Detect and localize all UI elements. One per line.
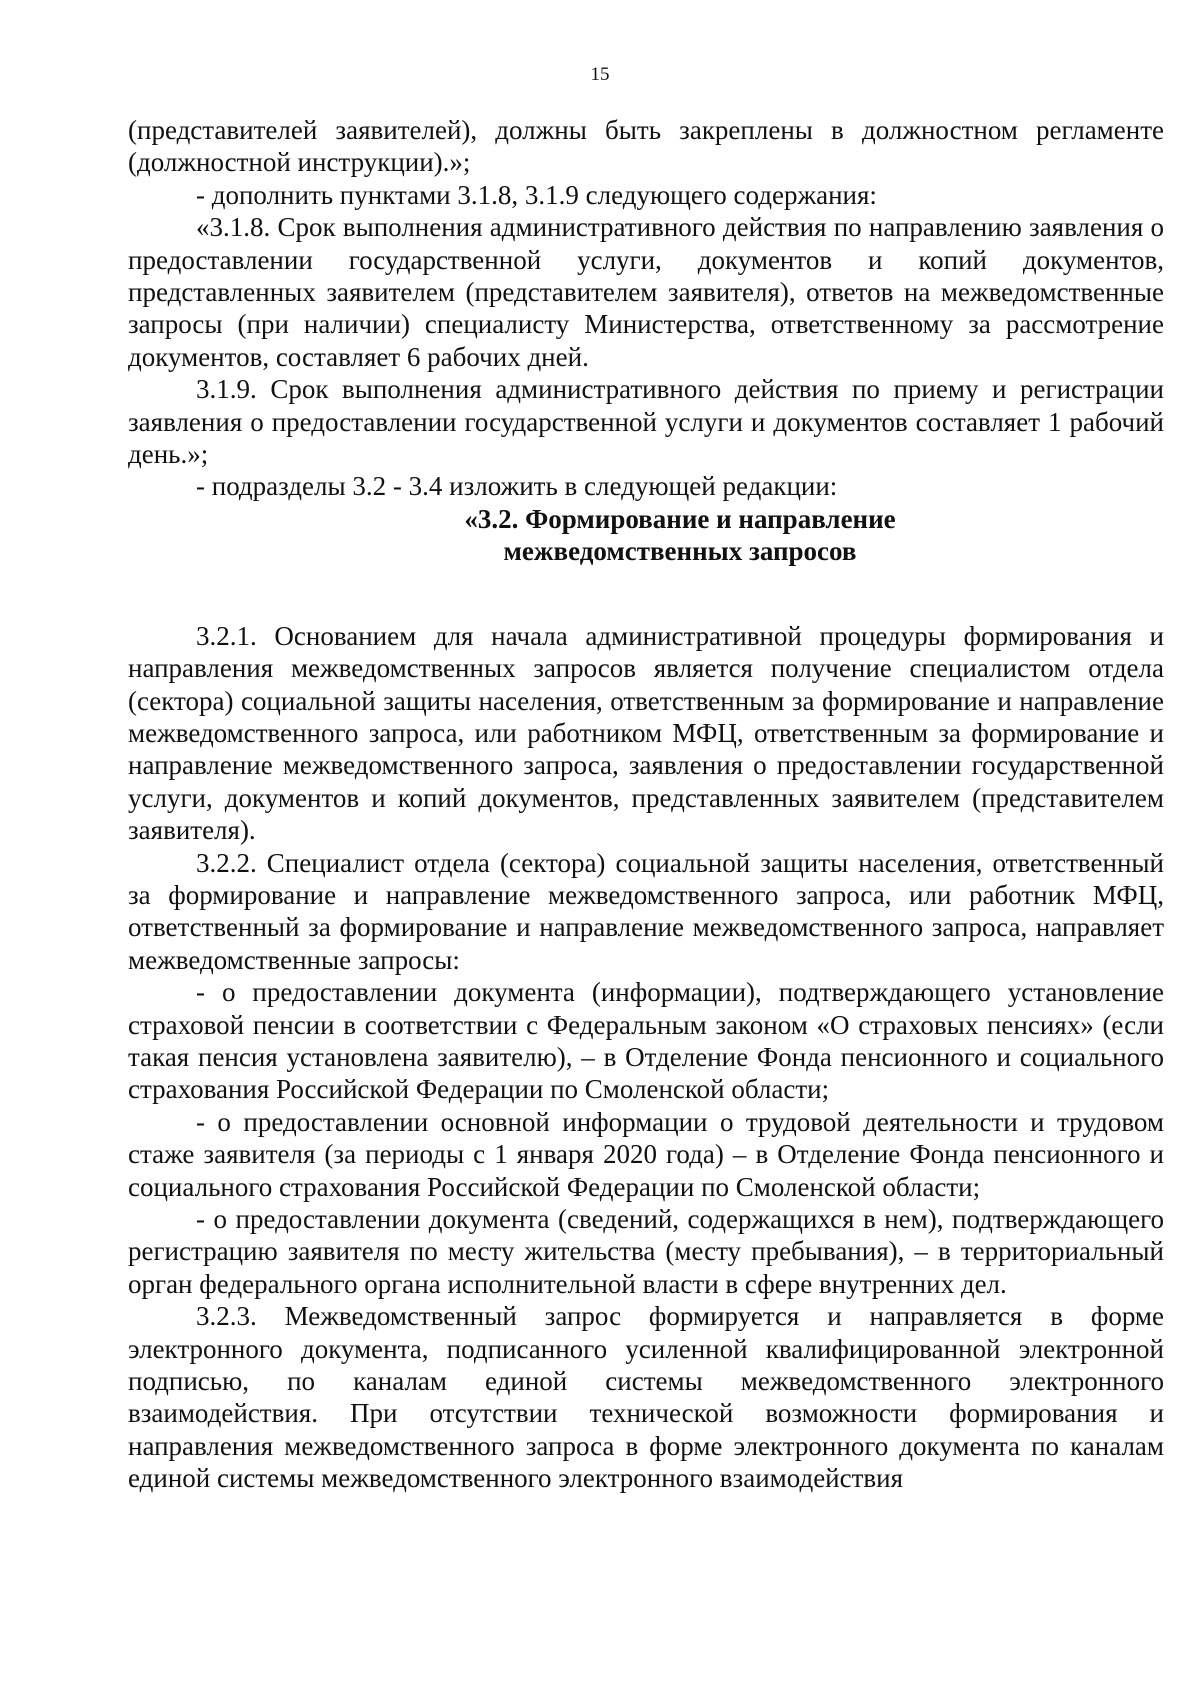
paragraph: - о предоставлении документа (информации), подтверждающего установление страховой пенсии в соответствии с Федеральным законом «О страховых пенсиях» (если такая пенсия установлена заявителю), – в Отделение Фонда пенсионного и социального страхования Российской Федерации по Смоленской области; <box>128 977 1164 1105</box>
section-heading <box>128 503 1164 568</box>
paragraph: - дополнить пунктами 3.1.8, 3.1.9 следующего содержания: <box>196 179 877 210</box>
section-heading-line-1: «3.2. Формирование и направление <box>464 503 896 534</box>
paragraph: 3.2.1. Основанием для начала административной процедуры формирования и направления межведомственных запросов является получение специалистом отдела (сектора) социальной защиты населения, ответственным за формирование и направление межведомственного запроса, или работником МФЦ, ответственным за формирование и направление межведомственного запроса, заявления о предоставлении государственной услуги, документов и копий документов, представленных заявителем (представителем заявителя). <box>128 620 1164 846</box>
paragraph: (представителей заявителей), должны быть закреплены в должностном регламенте (должностной инструкции).»; <box>128 115 1164 178</box>
document-body <box>128 114 1164 1495</box>
paragraph: - подразделы 3.2 - 3.4 изложить в следующей редакции: <box>196 471 838 502</box>
page-number: 15 <box>590 64 610 85</box>
paragraph: «3.1.8. Срок выполнения административного действия по направлению заявления о предоставлении государственной услуги, документов и копий документов, представленных заявителем (представителем заявителя), ответов на межведомственные запросы (при наличии) специалисту Министерства, ответственному за рассмотрение документов, составляет 6 рабочих дней. <box>128 212 1164 372</box>
section-heading-line-2: межведомственных запросов <box>503 536 857 567</box>
paragraph: - о предоставлении основной информации о трудовой деятельности и трудовом стаже заявителя (за периоды с 1 января 2020 года) – в Отделение Фонда пенсионного и социального страхования Российской Федерации по Смоленской области; <box>128 1106 1164 1202</box>
paragraph: 3.2.2. Специалист отдела (сектора) социальной защиты населения, ответственный за формирование и направление межведомственного запроса, или работник МФЦ, ответственный за формирование и направление межведомственного запроса, направляет межведомственные запросы: <box>128 847 1164 975</box>
paragraph: 3.1.9. Срок выполнения административного действия по приему и регистрации заявления о предоставлении государственной услуги и документов составляет 1 рабочий день.»; <box>128 374 1164 470</box>
paragraph: 3.2.3. Межведомственный запрос формируется и направляется в форме электронного документа, подписанного усиленной квалифицированной электронной подписью, по каналам единой системы межведомственного электронного взаимодействия. При отсутствии технической возможности формирования и направления межведомственного запроса в форме электронного документа по каналам единой системы межведомственного электронного взаимодействия <box>128 1301 1164 1494</box>
paragraph: - о предоставлении документа (сведений, содержащихся в нем), подтверждающего регистрацию заявителя по месту жительства (месту пребывания), – в территориальный орган федерального органа исполнительной власти в сфере внутренних дел. <box>128 1204 1164 1299</box>
